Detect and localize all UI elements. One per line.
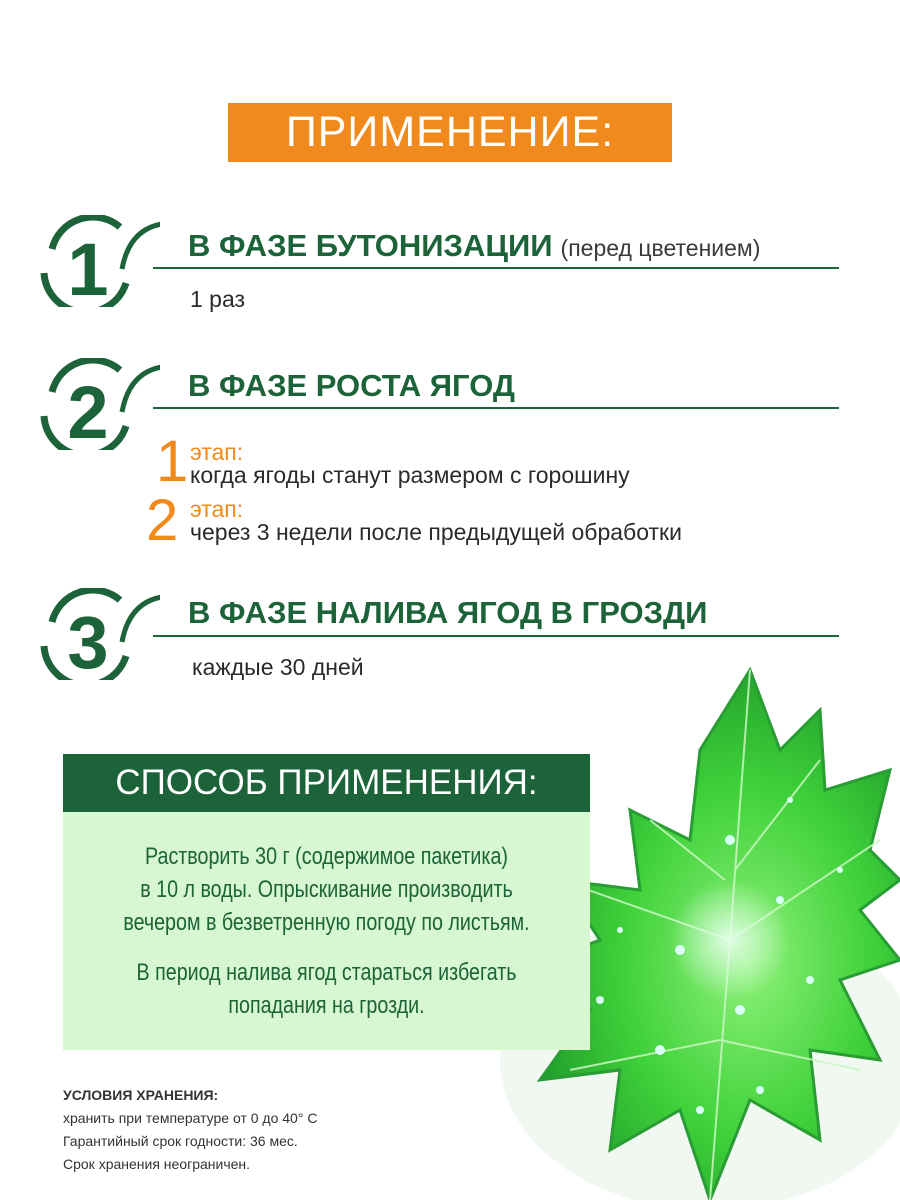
step-2-number: 2 (67, 371, 109, 450)
method-panel (63, 812, 590, 1050)
step-2-title: В ФАЗЕ РОСТА ЯГОД (188, 368, 515, 403)
step-1-divider (153, 267, 839, 269)
storage-line: хранить при температуре от 0 до 40° С (63, 1110, 318, 1126)
step-2-divider (153, 407, 839, 409)
substep-2-text: через 3 недели после предыдущей обработки (190, 519, 682, 545)
step-3-number-icon (30, 588, 160, 680)
storage-line: Срок хранения неограничен. (63, 1156, 251, 1172)
step-1-number: 1 (67, 228, 109, 307)
step-3-title: В ФАЗЕ НАЛИВА ЯГОД В ГРОЗДИ (188, 595, 708, 630)
substep-2-label: этап: (190, 496, 244, 522)
step-1-detail: 1 раз (190, 286, 246, 312)
step-3-detail: каждые 30 дней (192, 654, 364, 680)
storage-title: УСЛОВИЯ ХРАНЕНИЯ: (63, 1087, 219, 1103)
storage-conditions (63, 1084, 317, 1176)
method-line: Растворить 30 г (содержимое пакетика) (145, 843, 508, 870)
method-line: вечером в безветренную погоду по листьям. (123, 909, 530, 936)
section-title-banner: ПРИМЕНЕНИЕ: (228, 103, 672, 162)
method-line: В период налива ягод стараться избегать (136, 959, 517, 986)
step-1-number-icon (30, 215, 160, 307)
step-3-divider (153, 635, 839, 637)
substep-1-label: этап: (190, 439, 244, 465)
step-3-number: 3 (67, 601, 109, 680)
method-line: в 10 л воды. Опрыскивание производить (140, 876, 513, 903)
substep-1-text: когда ягоды станут размером с горошину (190, 462, 630, 488)
substep-2-number: 2 (146, 488, 179, 553)
step-1-title-text: В ФАЗЕ БУТОНИЗАЦИИ (188, 228, 553, 263)
method-line: попадания на грозди. (228, 992, 425, 1019)
step-1-title (188, 228, 760, 264)
substep-1-number: 1 (156, 429, 189, 494)
step-1-note: (перед цветением) (560, 235, 761, 261)
step-2-number-icon (30, 358, 160, 450)
method-title: СПОСОБ ПРИМЕНЕНИЯ: (63, 754, 590, 812)
storage-line: Гарантийный срок годности: 36 мес. (63, 1133, 298, 1149)
